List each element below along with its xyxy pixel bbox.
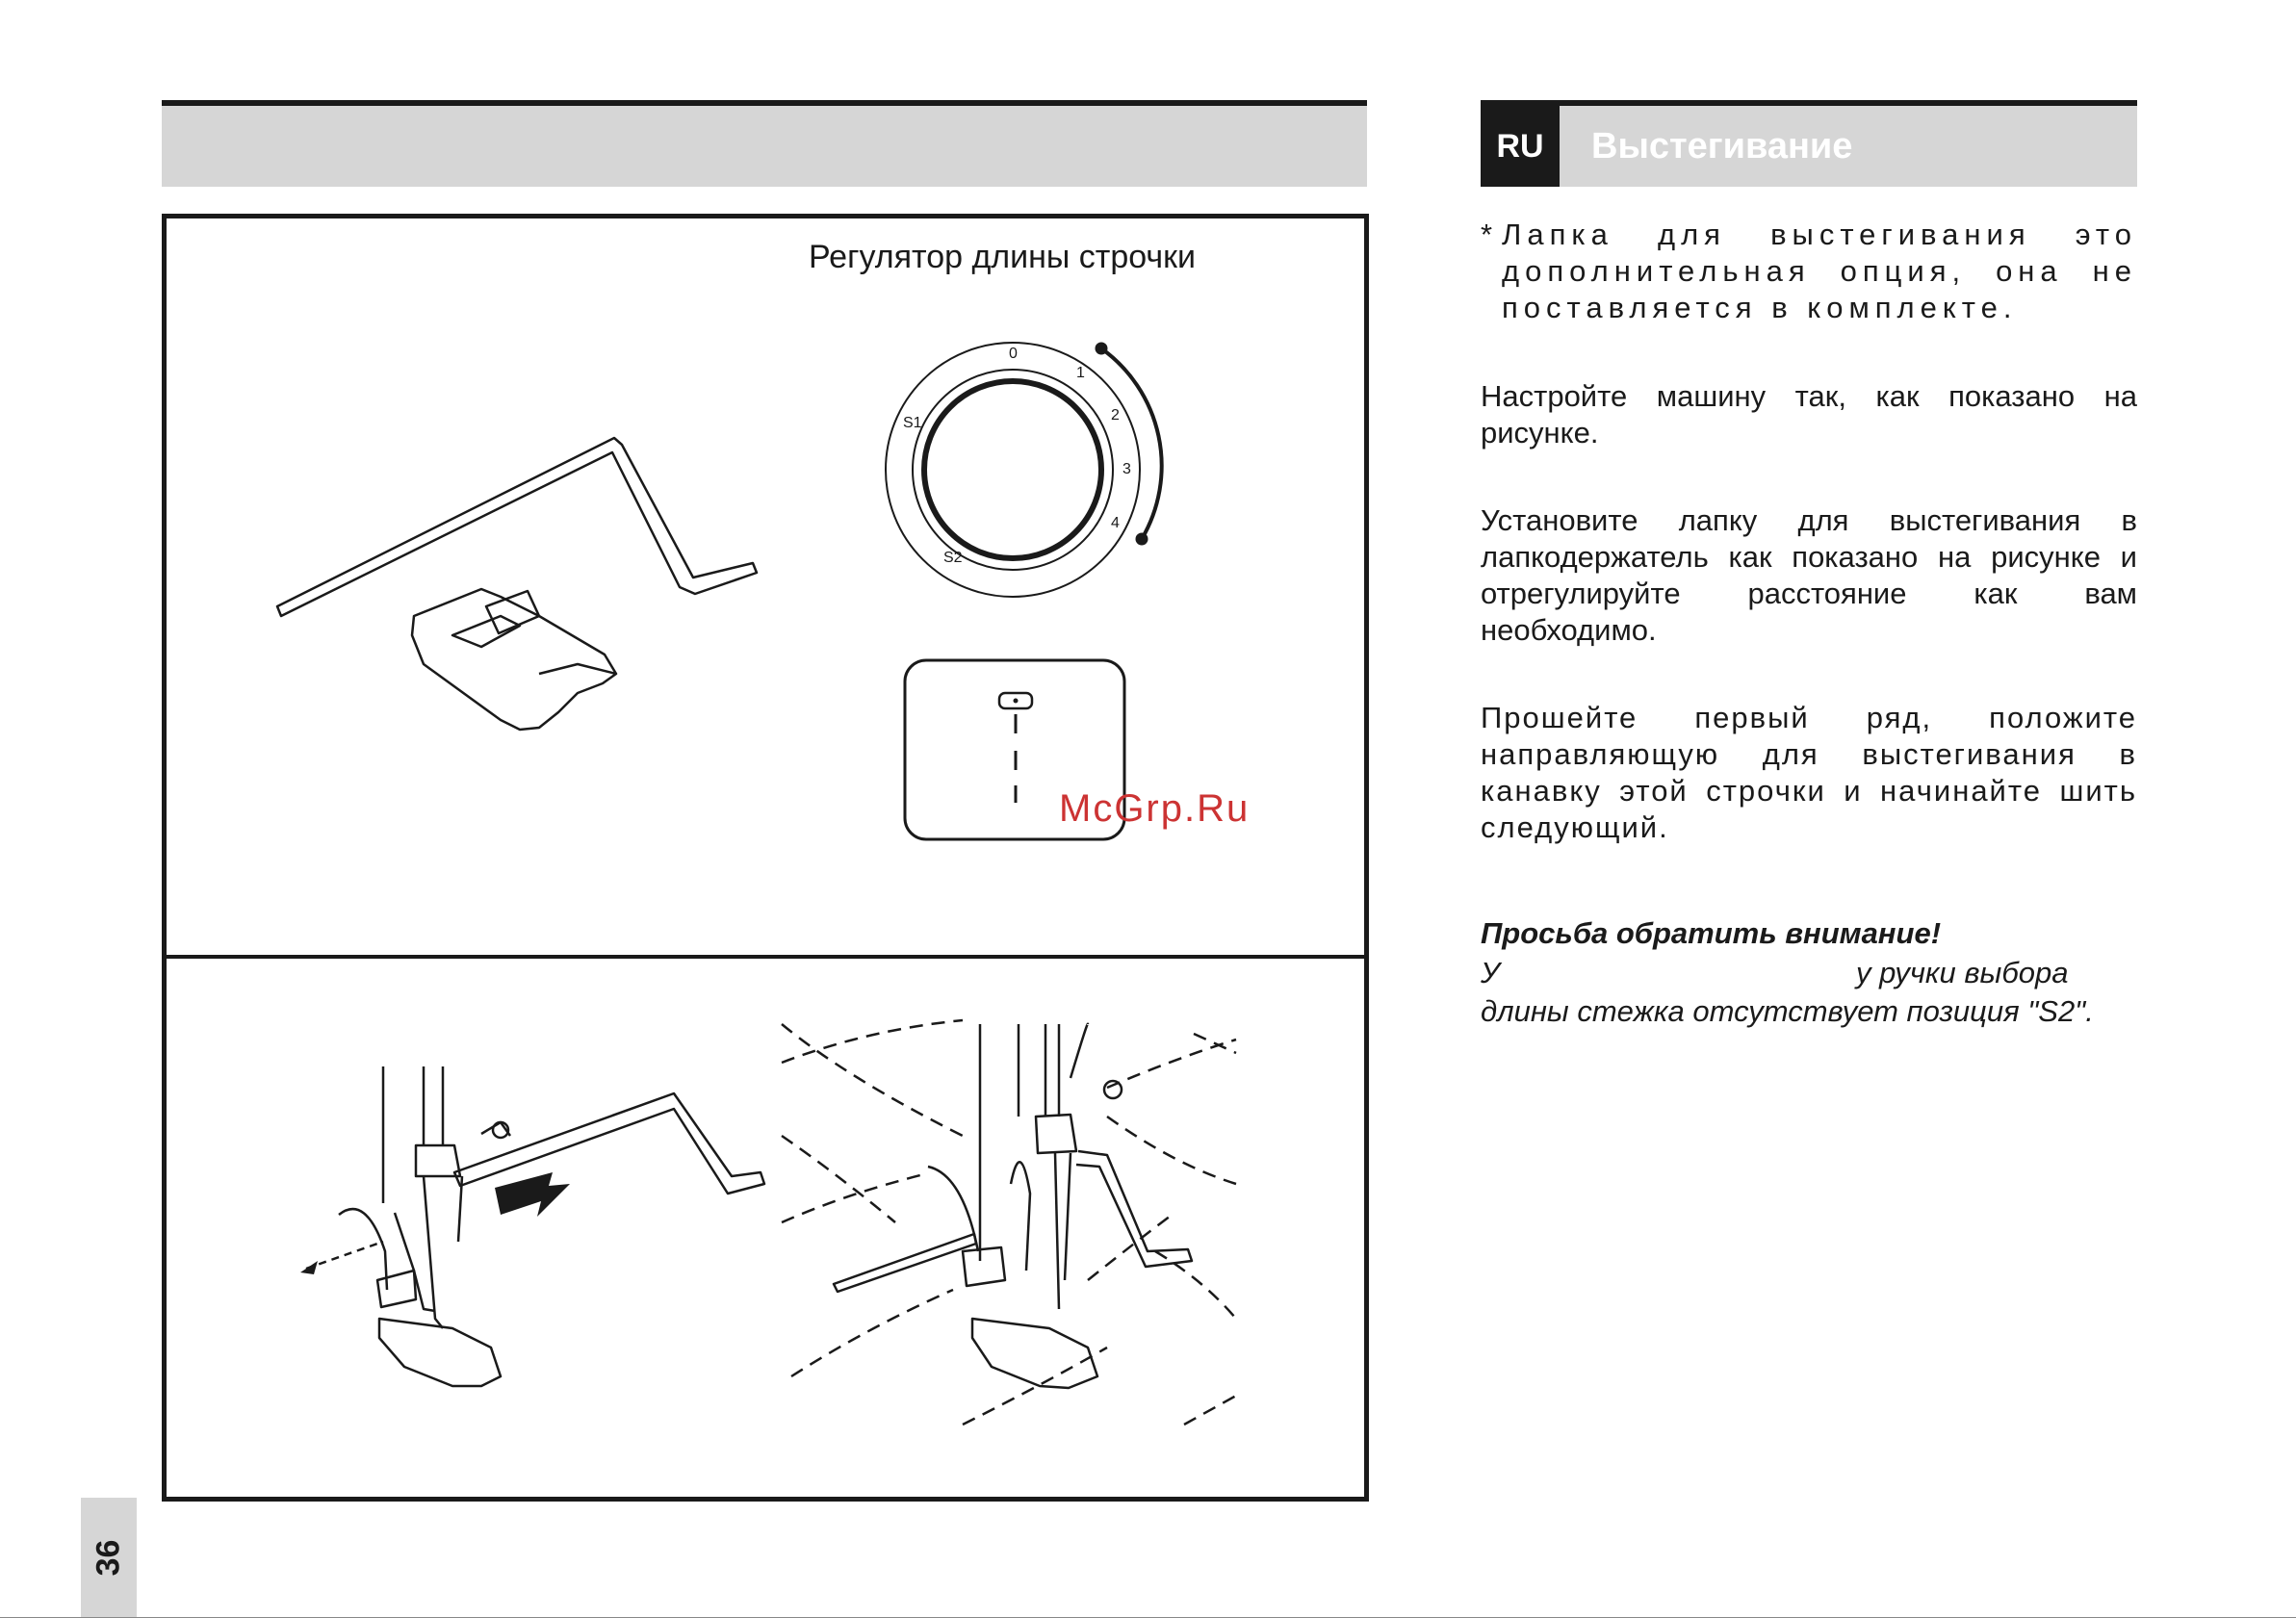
instruction-sew bbox=[1481, 700, 2137, 846]
watermark: McGrp.Ru bbox=[1059, 787, 1251, 830]
language-badge: RU bbox=[1481, 106, 1560, 187]
optional-accessory-note bbox=[1481, 217, 2137, 326]
dial-mark-2: 2 bbox=[1111, 407, 1120, 424]
dial-mark-3: 3 bbox=[1122, 461, 1131, 477]
instruction-install-text: Установите лапку для выстегивания в лапкодержатель как показано на рисунке и отрегулируйте расстояние как вам необходимо. bbox=[1481, 503, 2137, 647]
attention-line2: длины стежка отсутствует позиция "S2". bbox=[1481, 994, 2094, 1028]
page-number: 36 bbox=[90, 1539, 127, 1577]
instruction-sew-text: Прошейте первый ряд, положите направляющую для выстегивания в канавку этой строчки и начинайте шить следующий. bbox=[1481, 701, 2137, 844]
page-number-tab bbox=[81, 1498, 137, 1618]
instruction-setup bbox=[1481, 378, 2137, 451]
dial-mark-s2: S2 bbox=[943, 550, 963, 566]
note-text: Лапка для выстегивания это дополнительная опция, она не поставляется в комплекте. bbox=[1502, 218, 2137, 324]
attention-title: Просьба обратить внимание! bbox=[1481, 916, 1942, 950]
attention-line1-end: у ручки выбора bbox=[1856, 956, 2069, 989]
section-title: Выстегивание bbox=[1591, 126, 1853, 167]
attention-line1-start: У bbox=[1481, 956, 1500, 989]
dial-mark-s1: S1 bbox=[903, 415, 922, 431]
note-asterisk: * bbox=[1481, 218, 1499, 251]
dial-mark-1: 1 bbox=[1076, 365, 1085, 381]
instruction-setup-text: Настройте машину так, как показано на рисунке. bbox=[1481, 379, 2137, 449]
dial-mark-4: 4 bbox=[1111, 515, 1120, 531]
dial-mark-0: 0 bbox=[1009, 346, 1018, 362]
dial-label: Регулятор длины строчки bbox=[809, 239, 1197, 275]
instruction-install bbox=[1481, 502, 2137, 649]
